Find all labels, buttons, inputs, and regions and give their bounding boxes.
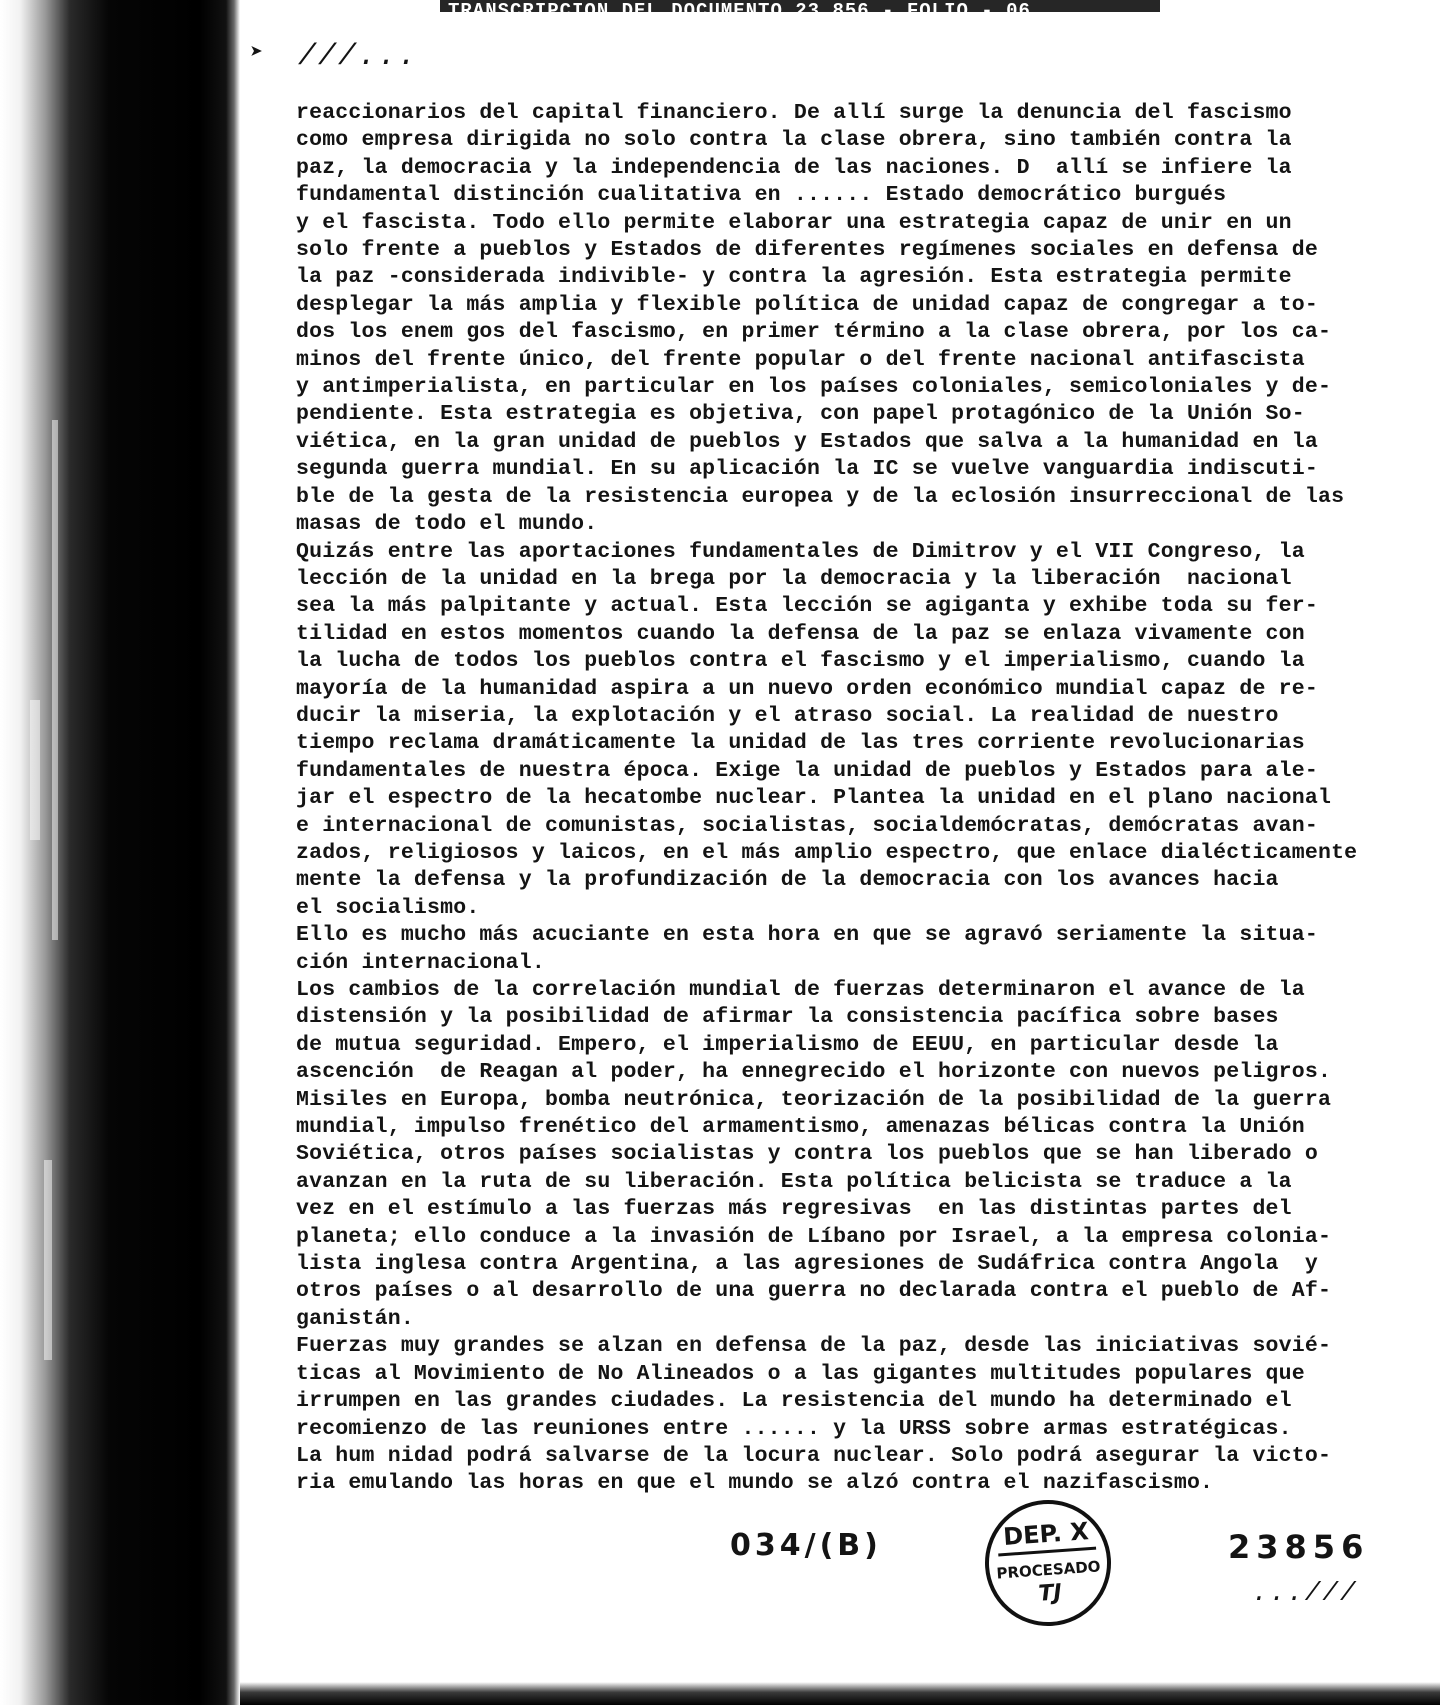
body-line: Quizás entre las aportaciones fundamentales de Dimitrov y el VII Congreso, la (296, 539, 1305, 564)
body-line: Soviética, otros países socialistas y contra los pueblos que se han liberado o (296, 1142, 1318, 1167)
body-line: planeta; ello conduce a la invasión de Líbano por Israel, a la empresa colonia- (296, 1224, 1332, 1249)
body-line: ducir la miseria, la explotación y el atraso social. La realidad de nuestro (296, 703, 1279, 728)
body-line: lección de la unidad en la brega por la democracia y la liberación nacional (296, 566, 1292, 591)
body-line: Los cambios de la correlación mundial de fuerzas determinaron el avance de la (296, 978, 1305, 1002)
document-number: 23856 (1228, 1528, 1370, 1566)
body-line: lista inglesa contra Argentina, a las agresiones de Sudáfrica contra Angola y (296, 1252, 1318, 1277)
body-line: zados, religiosos y laicos, en el más amplio espectro, que enlace dialécticamente (296, 840, 1358, 865)
body-line: y el fascista. Todo ello permite elaborar una estrategia capaz de unir en un (296, 210, 1292, 235)
body-line: el socialismo. (296, 895, 480, 920)
body-line: de mutua seguridad. Empero, el imperialismo de EEUU, en particular desde la (296, 1032, 1279, 1057)
body-line: distensión y la posibilidad de afirmar la consistencia pacífica sobre bases (296, 1005, 1279, 1030)
arrow-mark-icon: ➤ (250, 41, 264, 66)
body-line: Misiles en Europa, bomba neutrónica, teorización de la posibilidad de la guerra (296, 1087, 1332, 1112)
body-line: segunda guerra mundial. En su aplicación la IC se vuelve vanguardia indiscuti- (296, 457, 1318, 482)
body-line: la lucha de todos los pueblos contra el fascismo y el imperialismo, cuando la (296, 649, 1305, 674)
body-line: ganistán. (296, 1306, 414, 1331)
body-line: ción internacional. (296, 950, 545, 975)
body-line: Fuerzas muy grandes se alzan en defensa de la paz, desde las iniciativas sovié- (296, 1334, 1332, 1359)
body-line: ria emulando las horas en que el mundo se alzó contra el nazifascismo. (296, 1471, 1214, 1496)
document-body (296, 100, 1426, 1498)
scan-streak (30, 700, 40, 840)
continuation-mark-top: ///... (298, 40, 419, 74)
body-line: como empresa dirigida no solo contra la clase obrera, sino también contra la (296, 128, 1292, 153)
body-line: paz, la democracia y la independencia de las naciones. D allí se infiere la (296, 155, 1292, 180)
body-line: mayoría de la humanidad aspira a un nuevo orden económico mundial capaz de re- (296, 676, 1318, 701)
scan-streak (44, 1160, 52, 1360)
body-line: avanzan en la ruta de su liberación. Esta política belicista se traduce a la (296, 1169, 1292, 1194)
body-line: recomienzo de las reuniones entre ...... y la URSS sobre armas estratégicas. (296, 1416, 1292, 1441)
body-line: reaccionarios del capital financiero. De allí surge la denuncia del fascismo (296, 101, 1292, 125)
body-line: ascención de Reagan al poder, ha ennegrecido el horizonte con nuevos peligros. (296, 1060, 1332, 1085)
body-line: ticas al Movimiento de No Alineados o a las gigantes multitudes populares que (296, 1361, 1305, 1386)
folio-number: 034/(B) (730, 1528, 882, 1563)
body-line: e internacional de comunistas, socialistas, socialdemócratas, demócratas avan- (296, 813, 1318, 838)
body-line: fundamental distinción cualitativa en ...... Estado democrático burgués (296, 183, 1227, 208)
stamp-initials: TJ (1037, 1580, 1063, 1607)
body-line: otros países o al desarrollo de una guerra no declarada contra el pueblo de Af- (296, 1279, 1332, 1304)
body-line: fundamentales de nuestra época. Exige la unidad de pueblos y Estados para ale- (296, 758, 1318, 783)
body-line: pendiente. Esta estrategia es objetiva, con papel protagónico de la Unión So- (296, 402, 1305, 427)
body-line: tiempo reclama dramáticamente la unidad de las tres corriente revolucionarias (296, 731, 1305, 756)
body-line: jar el espectro de la hecatombe nuclear. Plantea la unidad en el plano nacional (296, 786, 1332, 811)
body-line: tilidad en estos momentos cuando la defensa de la paz se enlaza vivamente con (296, 621, 1305, 646)
scan-left-margin (0, 0, 240, 1705)
body-line: masas de todo el mundo. (296, 512, 598, 537)
body-line: vez en el estímulo a las fuerzas más regresivas en las distintas partes del (296, 1197, 1292, 1222)
stamp-department: DEP. X (996, 1517, 1096, 1557)
body-line: mente la defensa y la profundización de la democracia con los avances hacia (296, 868, 1279, 893)
continuation-mark-bottom: .../// (1252, 1578, 1358, 1608)
body-line: viética, en la gran unidad de pueblos y Estados que salva a la humanidad en la (296, 429, 1318, 454)
body-line: Ello es mucho más acuciante en esta hora en que se agravó seriamente la situa- (296, 923, 1318, 948)
body-line: sea la más palpitante y actual. Esta lección se agiganta y exhibe toda su fer- (296, 594, 1318, 619)
body-line: minos del frente único, del frente popular o del frente nacional antifascista (296, 347, 1305, 372)
body-line: desplegar la más amplia y flexible política de unidad capaz de congregar a to- (296, 292, 1318, 317)
body-line: la paz -considerada indivible- y contra la agresión. Esta estrategia permite (296, 265, 1292, 290)
body-line: dos los enem gos del fascismo, en primer término a la clase obrera, por los ca- (296, 320, 1332, 345)
body-line: ble de la gesta de la resistencia europea y de la eclosión insurreccional de las (296, 484, 1345, 509)
processed-stamp (981, 1496, 1115, 1630)
body-line: La hum nidad podrá salvarse de la locura nuclear. Solo podrá asegurar la victo- (296, 1443, 1332, 1468)
scan-bottom-edge (240, 1682, 1440, 1705)
body-line: mundial, impulso frenético del armamentismo, amenazas bélicas contra la Unión (296, 1115, 1305, 1140)
body-line: solo frente a pueblos y Estados de diferentes regímenes sociales en defensa de (296, 238, 1318, 263)
stamp-status: PROCESADO (995, 1557, 1102, 1583)
body-line: y antimperialista, en particular en los países coloniales, semicoloniales y de- (296, 375, 1332, 400)
document-header: TRANSCRIPCION DEL DOCUMENTO 23.856 - FOLIO - 06 (448, 0, 1031, 22)
scan-streak (52, 420, 58, 940)
body-line: irrumpen en las grandes ciudades. La resistencia del mundo ha determinado el (296, 1389, 1292, 1414)
